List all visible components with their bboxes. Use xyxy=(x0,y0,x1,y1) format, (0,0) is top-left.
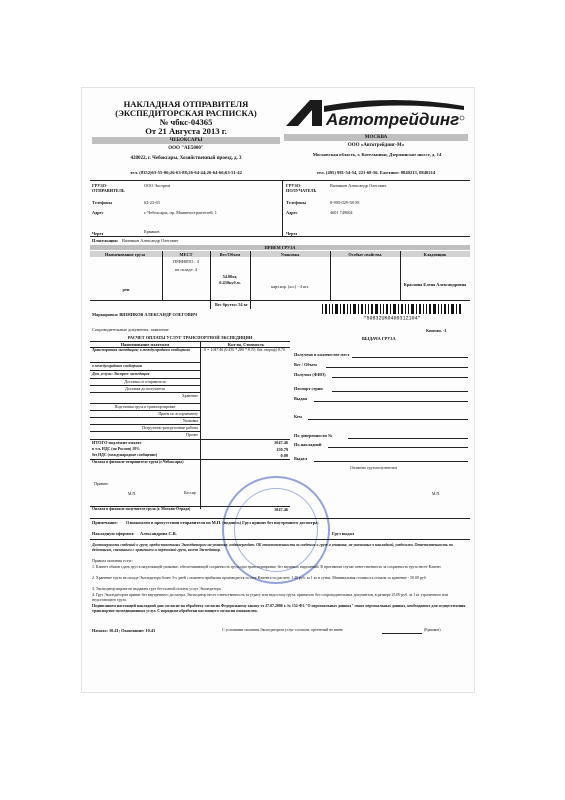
payment-row-delivery: Доставка до получателя xyxy=(125,387,165,391)
payment-row-extra: Доп. услуги: Экспресс экспедиция xyxy=(92,372,150,376)
cargo-header-places: МЕСТ xyxy=(179,252,193,257)
receiver-label: ГРУЗО-ПОЛУЧАТЕЛЬ xyxy=(286,183,317,193)
cargo-storekeeper: Краснова Елена Александровна xyxy=(403,282,467,287)
issue-field-issued: Выдан xyxy=(294,396,308,401)
sender-city: ЧЕБОКСАРЫ xyxy=(169,138,203,143)
issue-field-waybill: По накладной xyxy=(294,442,322,447)
fine-print-rule-1: 1. Клиент обязан сдать груз в надлежащей упаковке, обеспечивающей сохранность груза при транспортировке, без видимых нарушений. В противном случае ответственность за сохранность груза несет Клиент. xyxy=(92,565,442,569)
payment-novat-label: без НДС (международное сообщение) xyxy=(92,453,158,457)
receiver-branch-company: ООО «Автотрейдинг-М» xyxy=(347,143,405,148)
cargo-issued-label: Груз выдал xyxy=(332,531,355,536)
cargo-header-properties: Особые свойства xyxy=(348,252,382,257)
sender-phone-label: Телефоны xyxy=(92,200,112,205)
received-label: Принято xyxy=(94,482,109,486)
payment-paid-sender: Оплата в филиале-отправителе груза (г.Чебоксары) xyxy=(92,460,184,464)
payment-total: 1047.46 xyxy=(274,440,288,445)
issued-by: Александрова С.В. xyxy=(140,531,177,536)
payment-row-assortment: Прием по ассортименту xyxy=(158,412,198,416)
receiver-address: 4601 749604 xyxy=(330,210,353,215)
copy-label: Квитан. -3 xyxy=(426,328,447,333)
cargo-gross-weight: Вес брутто: 54 кг xyxy=(214,302,248,307)
sender-value: ООО Экстрим xyxy=(144,183,171,188)
fine-print-rules-title: Правила оказания услуг: xyxy=(92,559,133,563)
autotrading-logo xyxy=(284,96,468,130)
cargo-section-title: ПРИЕМ ГРУЗА xyxy=(264,244,296,250)
payment-total-label: ИТОГО подлежит оплате xyxy=(92,440,142,445)
payment-title: РАСЧЕТ ОПЛАТЫ УСЛУГ ТРАНСПОРТНОЙ ЭКСПЕДИЦИИ xyxy=(127,335,253,340)
payer-label: Плательщик: xyxy=(92,238,119,243)
issue-field-receiver: Получил (ФИО) xyxy=(294,372,326,377)
payment-row-pickup: Доставка от отправителя xyxy=(124,380,166,384)
stamp-mp-right: М.П. xyxy=(432,492,441,496)
payment-paid-receiver: Оплата в филиале получателе груза (г. Москва-Отрада) xyxy=(92,507,191,511)
sender-address-label: Адрес xyxy=(92,210,104,215)
payment-row-other: Прочее xyxy=(185,433,198,437)
receiver-via-label: Через xyxy=(286,231,298,236)
issue-field-proxy: По доверенности № xyxy=(294,433,333,438)
payment-novat: 0.00 xyxy=(280,453,288,458)
payment-col-cost: Кол-во, Стоимость xyxy=(227,342,265,347)
signer-name: (Ермаков) xyxy=(424,628,441,632)
payment-row-intercity: в междугородном сообщении xyxy=(92,364,142,368)
fine-print-rule-2: 2. Хранение груза на складе Экспедитора более 3-х дней с момента прибытия производится за счет Клиента по расчету 1.40 руб. за 1 кг в сутки. Минимальная стоимость оплаты за хранение - 50.00 руб. xyxy=(92,576,427,580)
sender-label: ГРУЗО-ОТПРАВИТЕЛЬ xyxy=(92,183,125,193)
receiver-address-label: Адрес xyxy=(286,210,298,215)
receiver-branch-phones: тел. (495) 981-54-54, 221-68-56. Ежетнит: 0840213, 0840214 xyxy=(316,170,436,175)
sender-via: Ермаков xyxy=(144,229,160,234)
cargo-weight: 54.00кг, xyxy=(222,274,238,279)
payer-value: Вязников Александр Олегович xyxy=(122,238,179,243)
fine-print-confirm: Достоверность сведений о грузе, предоставленных Экспедитором на упаковке, подтверждаю. ОБ ответственности за сведения о грузе и упаковке, не указанных в накладной, уведомлен. Ответственность по действиям, связанным с хранением и перевозкой груза, несет Экспедитор. xyxy=(92,543,453,552)
payment-row-storage: Хранение xyxy=(181,394,198,398)
time-start-end: Начало: 10.41; Окончание: 10.43 xyxy=(92,628,156,633)
issue-field-weight: Вес / Объем xyxy=(294,362,317,367)
cargo-header-storekeeper: Кладовщик xyxy=(423,252,447,257)
payment-row-packaging: Упаковка xyxy=(182,419,198,423)
remark-text: Ознакомлен в присутствии отправителя по М.П. (подпись) Груз принят без внутреннего досмотра; xyxy=(126,520,319,525)
document-title: НАКЛАДНАЯ ОТПРАВИТЕЛЯ xyxy=(123,99,249,109)
issue-field-by-whom: Кем xyxy=(294,414,302,419)
cargo-volume: 0.430куб.м. xyxy=(219,280,241,285)
cargo-header-weight: Вес/Объем xyxy=(219,252,241,257)
remark-label: Примечание: xyxy=(92,520,118,525)
payment-paid-receiver-amount: 1047.46 xyxy=(274,507,288,512)
stamp-mp-left: М.П. xyxy=(128,492,137,496)
issued-by-label: Накладную оформил: xyxy=(92,531,135,536)
issue-field-passport: Паспорт серии xyxy=(294,386,323,391)
cargo-header-packing: Упаковка xyxy=(280,252,300,257)
payment-vat-label: в т.ч. НДС (по России) 18% xyxy=(92,447,140,451)
barcode-text: *59832UK0400312104* xyxy=(363,315,421,320)
issue-field-issuer: Выдал xyxy=(294,456,307,461)
payment-row-preparation: Подготовка груза к транспортировке xyxy=(114,405,176,409)
receiver-phone-label: Телефоны xyxy=(286,200,306,205)
document-subtitle: (ЭКСПЕДИТОРСКАЯ РАСПИСКА) xyxy=(115,108,257,118)
receiver-phone: 8-905-029-58-58 xyxy=(330,200,360,205)
payment-vat: 159.79 xyxy=(276,447,288,452)
payment-row-expedition: Транспортная экспедиция; в междугородном сообщении xyxy=(92,348,190,352)
sender-via-label: Через xyxy=(92,231,104,236)
fine-print-rule-4: 4. Груз Экспедитором принят без внутреннего досмотра. Экспедитор несет ответственность за утрату или недостачу груза, принятого без сопроводительных документов, в размере 25.00 руб. за 1 кг утраченного или недостающего груза. xyxy=(92,593,449,602)
payment-col-name: Наименование платежем xyxy=(120,342,170,347)
cargo-packing: карт.кор. (кл.) - 4 шт. xyxy=(271,284,309,289)
payment-row-loading: Погрузочно-разгрузочные работы xyxy=(141,426,198,430)
receiver-value: Вязников Александр Олегович xyxy=(330,183,387,188)
receiver-city: МОСКВА xyxy=(364,135,388,140)
sender-address: г. Чебоксары, пр. Машиностроителей, 1 xyxy=(144,210,217,215)
sender-branch-phones: тел. (8352)63-55-06;26-63-88;26-64-44;26-64-66;63-51-42 xyxy=(130,170,242,175)
cargo-places-stock: на складе: 4 xyxy=(175,267,197,272)
marking: Маркировка: ВЯЗНИКОВ АЛЕКСАНДР ОЛЕГОВИЧ xyxy=(92,312,198,317)
agreement-text: С условиями оказания Экспедитором услуг согласен, претензий не имею xyxy=(222,628,344,632)
sender-branch-company: ООО "АЕ5000" xyxy=(168,146,204,151)
fine-print-rule-3: 3. Экспедитор вправе не выдавать груз без полной оплаты услуг Экспедитора. xyxy=(92,587,222,591)
payment-formula: S = 1047.46 (0.430 * 280 * 8.70; баз. тариф) 8.70 xyxy=(204,348,285,352)
document-number: № чбкс-04365 xyxy=(159,117,213,127)
accompanying-documents: Сопроводительные документы: заявление xyxy=(92,327,169,332)
cargo-places-accepted: ПРИНЯТО : 4 xyxy=(173,259,199,264)
cargo-header-name: Наименование груза xyxy=(104,252,146,257)
logo-text: Автотрейдинг xyxy=(326,110,460,129)
document-date: От 21 Августа 2013 г. xyxy=(145,126,227,136)
issue-field-places: Получено в количестве мест xyxy=(294,352,350,357)
cashier-label: Кассир xyxy=(184,491,196,495)
barcode xyxy=(322,304,462,320)
cargo-name: рти xyxy=(122,287,130,292)
issue-title: ВЫДАЧА ГРУЗА xyxy=(362,336,396,341)
sender-branch-address: 428022, г. Чебоксары, Хозяйственный проезд, д. 3 xyxy=(130,156,242,161)
receiver-branch-address: Московская область, г. Котельники, Дзержинское шоссе, д. 14 xyxy=(312,152,442,157)
fine-print-consent: Подписанием настоящей накладной даю согласие на обработку согласно Федеральному закону от 27.07.2006 г. № 152-ФЗ "О персональных данных" своих персональных данных, необходимых для осуществления транспортно-экспедиционных услуг. С порядком обработки настоящего согласия ознакомлен. xyxy=(92,604,466,613)
waybill-document xyxy=(82,88,474,692)
sender-phone: 63-23-63 xyxy=(144,200,160,205)
paid-by-receiver: Оплачено грузополучателем xyxy=(350,466,397,470)
